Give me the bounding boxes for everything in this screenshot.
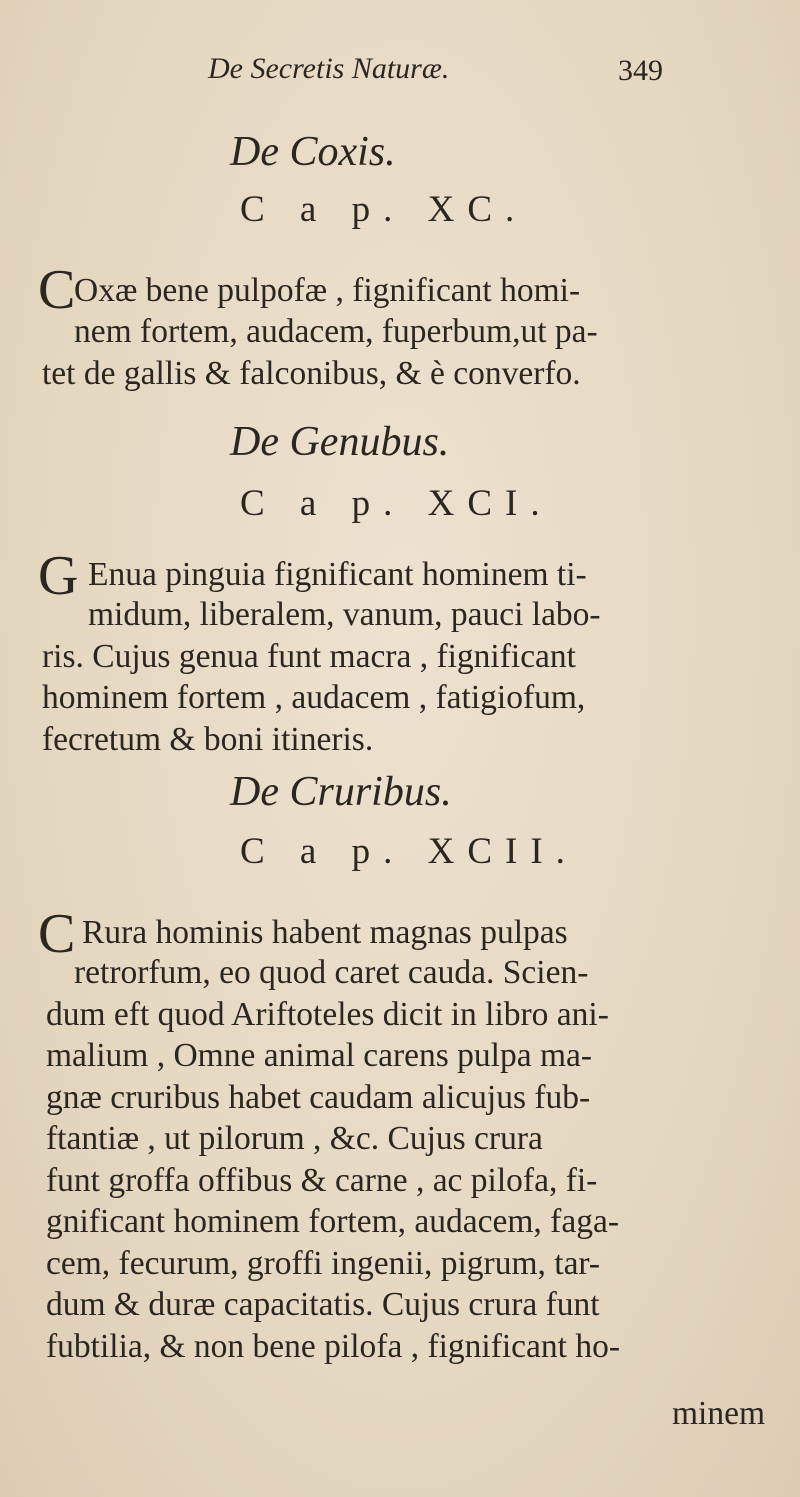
text-line: tet de gallis & falconibus, & è converfo.	[42, 354, 581, 392]
text-line: retrorfum, eo quod caret cauda. Scien-	[74, 954, 589, 991]
catchword: minem	[672, 1395, 766, 1432]
section-title: De Cruribus.	[230, 769, 452, 815]
paragraph	[42, 311, 748, 394]
page-number: 349	[618, 54, 663, 87]
text-line: fecretum & boni itineris.	[42, 720, 374, 758]
text-line: ris. Cujus genua funt macra , fignificant	[42, 637, 576, 675]
text-line: hominem fortem , audacem , fatigiofum,	[42, 679, 586, 716]
text-line: funt groffa offibus & carne , ac pilofa, fi-	[46, 1161, 598, 1199]
drop-cap: C	[38, 903, 76, 965]
text-line: cem, fecurum, groffi ingenii, pigrum, tar-	[46, 1244, 601, 1282]
drop-cap: C	[38, 259, 76, 321]
paragraph-first-line	[74, 270, 764, 312]
paragraph-first-line	[88, 554, 778, 596]
text-line: nem fortem, audacem, fuperbum,ut pa-	[74, 313, 598, 350]
drop-cap: G	[38, 545, 79, 607]
text-line: gnificant hominem fortem, audacem, faga-	[46, 1203, 619, 1240]
text-line: Oxæ bene pulpofæ , fignificant homi-	[74, 272, 581, 309]
chapter-heading: C a p. XCII.	[240, 831, 578, 872]
section-title: De Genubus.	[230, 419, 450, 465]
chapter-heading: C a p. XC.	[240, 189, 528, 230]
paragraph-first-line	[82, 912, 772, 954]
text-line: dum & duræ capacitatis. Cujus crura funt	[46, 1286, 600, 1323]
paragraph	[46, 952, 736, 1367]
text-line: ftantiæ , ut pilorum , &c. Cujus crura	[46, 1120, 543, 1157]
text-line: Rura hominis habent magnas pulpas	[82, 914, 568, 951]
text-line: fubtilia, & non bene pilofa , fignificant ho-	[46, 1327, 620, 1365]
chapter-heading: C a p. XCI.	[240, 483, 553, 524]
text-line: midum, liberalem, vanum, pauci labo-	[88, 596, 601, 633]
text-line: Enua pinguia fignificant hominem ti-	[88, 556, 587, 593]
page-header	[0, 48, 800, 98]
section-title: De Coxis.	[230, 129, 396, 175]
running-title: De Secretis Naturæ.	[208, 52, 450, 85]
text-line: malium , Omne animal carens pulpa ma-	[46, 1037, 593, 1074]
paragraph	[42, 594, 732, 760]
text-line: gnæ cruribus habet caudam alicujus fub-	[46, 1078, 591, 1116]
text-line: dum eft quod Ariftoteles dicit in libro ani-	[46, 995, 609, 1033]
